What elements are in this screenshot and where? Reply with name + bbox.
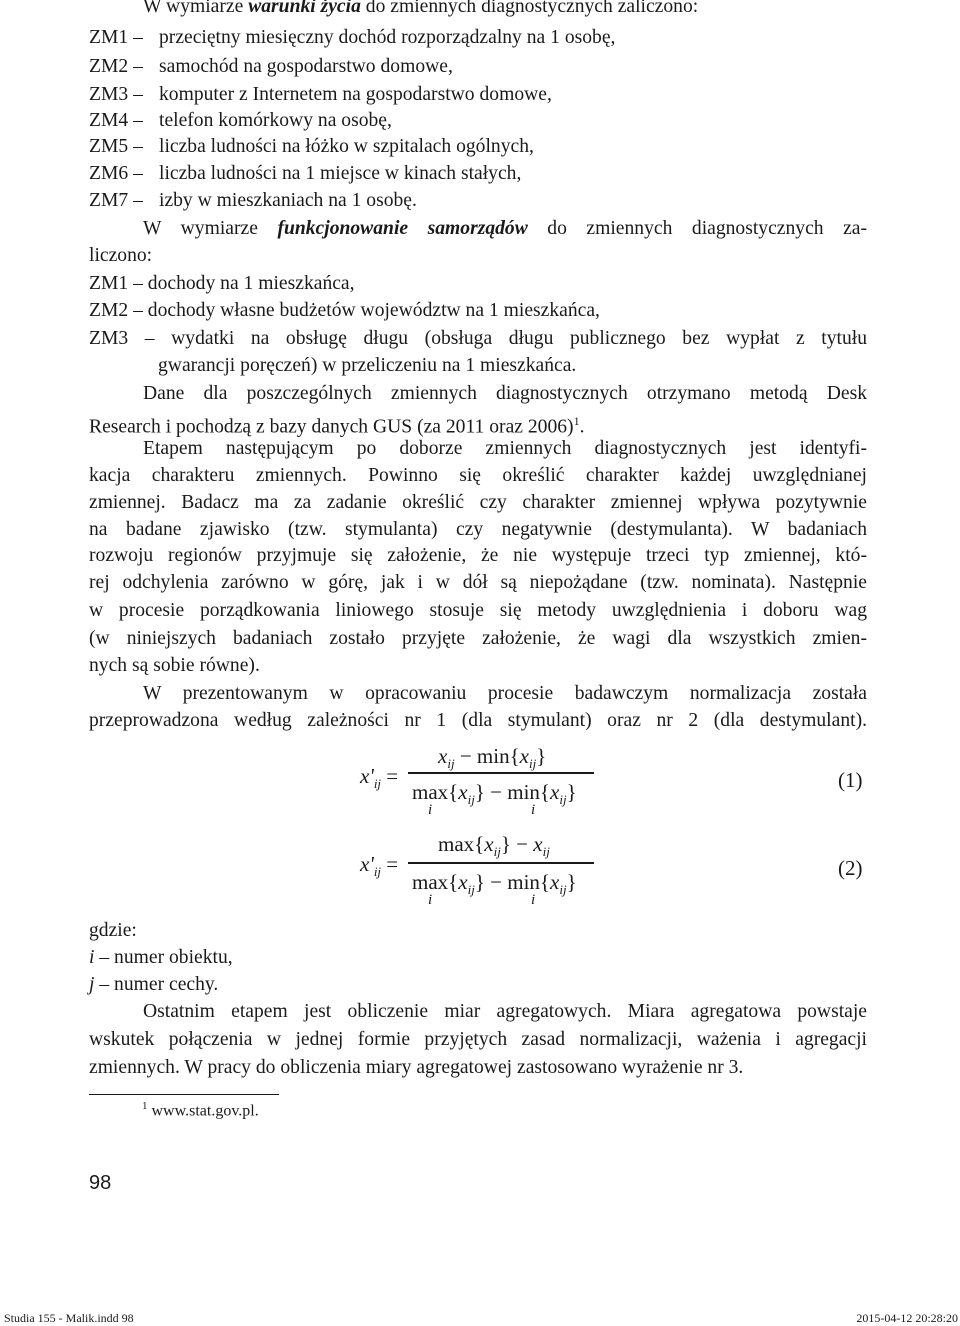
text-line: Etapem następującym po doborze zmiennych diagnostycznych jest identyfi- bbox=[143, 438, 867, 459]
print-slug-timestamp: 2015-04-12 20:28:20 bbox=[856, 1311, 958, 1325]
item-text: liczba ludności na łóżko w szpitalach ogólnych, bbox=[159, 136, 534, 157]
text-line: w procesie porządkowania liniowego stosuje się metody uwzględnienia i doboru wag bbox=[89, 600, 867, 621]
item-code: ZM5 – bbox=[89, 136, 143, 157]
emphasis-text: warunki życia bbox=[248, 0, 361, 17]
fraction-bar bbox=[408, 772, 594, 774]
where-label: gdzie: bbox=[89, 920, 137, 941]
text-line: wskutek połączenia w jednej formie przyjętych zasad normalizacji, ważenia i agregacji bbox=[89, 1029, 867, 1050]
paragraph-intro bbox=[143, 216, 867, 242]
formula-lhs: $x'_{ij}$ = bbox=[360, 852, 399, 879]
formula-index: i bbox=[531, 892, 536, 908]
equation-number: (2) bbox=[838, 856, 863, 880]
text-line: kacja charakteru zmiennych. Powinno się określić charakter każdej uwzględnianej bbox=[89, 465, 867, 486]
formula-index: i bbox=[428, 892, 433, 908]
list-item: ZM3 – wydatki na obsługę długu (obsługa długu publicznego bez wypłat z tytułu bbox=[89, 328, 867, 349]
item-code: ZM3 – bbox=[89, 84, 143, 105]
item-code: ZM7 – bbox=[89, 190, 143, 211]
text-line: Ostatnim etapem jest obliczenie miar agregatowych. Miara agregatowa powstaje bbox=[143, 1001, 867, 1022]
text: do zmiennych diagnostycznych za- bbox=[527, 218, 868, 239]
item-text: samochód na gospodarstwo domowe, bbox=[159, 56, 453, 77]
text-line: (w niniejszych badaniach zostało przyjęte założenie, że wagi dla wszystkich zmien- bbox=[89, 628, 867, 649]
where-item: j – numer cechy. bbox=[89, 974, 219, 995]
text: Research i pochodzą z bazy danych GUS (za 2011 oraz 2006) bbox=[89, 416, 574, 438]
text-line: Dane dla poszczególnych zmiennych diagnostycznych otrzymano metodą Desk bbox=[143, 383, 867, 404]
list-item-continued: gwarancji poręczeń) w przeliczeniu na 1 mieszkańca. bbox=[158, 355, 577, 376]
list-item bbox=[89, 188, 867, 214]
list-item bbox=[89, 108, 867, 134]
emphasis-text: funkcjonowanie samorządów bbox=[277, 218, 528, 239]
where-item: i – numer obiektu, bbox=[89, 947, 233, 968]
print-slug-file: Studia 155 - Malik.indd 98 bbox=[4, 1311, 134, 1325]
list-item bbox=[89, 134, 867, 160]
footnote-ref: 1 bbox=[573, 414, 580, 428]
text: do zmiennych diagnostycznych zaliczono: bbox=[360, 0, 699, 17]
item-code: ZM4 – bbox=[89, 110, 143, 131]
formula-index: i bbox=[428, 802, 433, 818]
list-item: ZM2 – dochody własne budżetów województw na 1 mieszkańca, bbox=[89, 300, 600, 321]
formula-numerator: $x_{ij} - \min\{x_{ij}\}$ bbox=[438, 744, 547, 771]
item-code: ZM6 – bbox=[89, 163, 143, 184]
text-line: nych są sobie równe). bbox=[89, 655, 260, 676]
paragraph-intro bbox=[143, 0, 867, 20]
formula-denominator: $\max\{x_{ij}\} - \min\{x_{ij}\}$ bbox=[412, 870, 577, 897]
text: W wymiarze bbox=[143, 0, 249, 17]
list-item bbox=[89, 82, 867, 108]
formula-2 bbox=[360, 832, 880, 912]
formula-lhs: $x'_{ij}$ = bbox=[360, 764, 399, 791]
text: . bbox=[579, 416, 585, 438]
formula-numerator: $\max\{x_{ij}\} - x_{ij}$ bbox=[438, 832, 550, 859]
formula-index: i bbox=[531, 802, 536, 818]
item-text: izby w mieszkaniach na 1 osobę. bbox=[159, 190, 417, 211]
footnote: $^1$ www.stat.gov.pl. bbox=[142, 1100, 259, 1120]
formula-denominator: $\max\{x_{ij}\} - \min\{x_{ij}\}$ bbox=[412, 780, 577, 807]
item-text: przeciętny miesięczny dochód rozporządzalny na 1 osobę, bbox=[159, 27, 616, 48]
fraction-bar bbox=[408, 862, 594, 864]
text-line: liczono: bbox=[89, 245, 153, 266]
text-line: na badane zjawisko (tzw. stymulanta) czy negatywnie (destymulanta). W badaniach bbox=[89, 519, 867, 540]
item-text: telefon komórkowy na osobę, bbox=[159, 110, 392, 131]
text-line: zmiennych. W pracy do obliczenia miary agregatowej zastosowano wyrażenie nr 3. bbox=[89, 1057, 744, 1078]
footnote-rule bbox=[89, 1094, 279, 1095]
list-item bbox=[89, 161, 867, 187]
item-text: komputer z Internetem na gospodarstwo domowe, bbox=[159, 84, 552, 105]
list-item: ZM1 – dochody na 1 mieszkańca, bbox=[89, 273, 355, 294]
text-line: rej odchylenia zarówno w górę, jak i w dół są niepożądane (tzw. nominata). Następnie bbox=[89, 572, 867, 593]
item-code: ZM1 – bbox=[89, 27, 143, 48]
text-line: rozwoju regionów przyjmuje się założenie, że nie występuje trzeci typ zmiennej, któ- bbox=[89, 545, 867, 566]
text-line: przeprowadzona według zależności nr 1 (dla stymulant) oraz nr 2 (dla destymulant). bbox=[89, 710, 867, 731]
page-number: 98 bbox=[89, 1172, 112, 1194]
text-line: zmiennej. Badacz ma za zadanie określić czy charakter zmiennej wpływa pozytywnie bbox=[89, 492, 867, 513]
list-item bbox=[89, 54, 867, 80]
item-text: liczba ludności na 1 miejsce w kinach stałych, bbox=[159, 163, 522, 184]
text-line: W prezentowanym w opracowaniu procesie badawczym normalizacja została bbox=[143, 683, 867, 704]
text: W wymiarze bbox=[143, 218, 278, 239]
list-item bbox=[89, 25, 867, 51]
equation-number: (1) bbox=[838, 768, 863, 792]
item-code: ZM2 – bbox=[89, 56, 143, 77]
formula-1 bbox=[360, 744, 880, 824]
